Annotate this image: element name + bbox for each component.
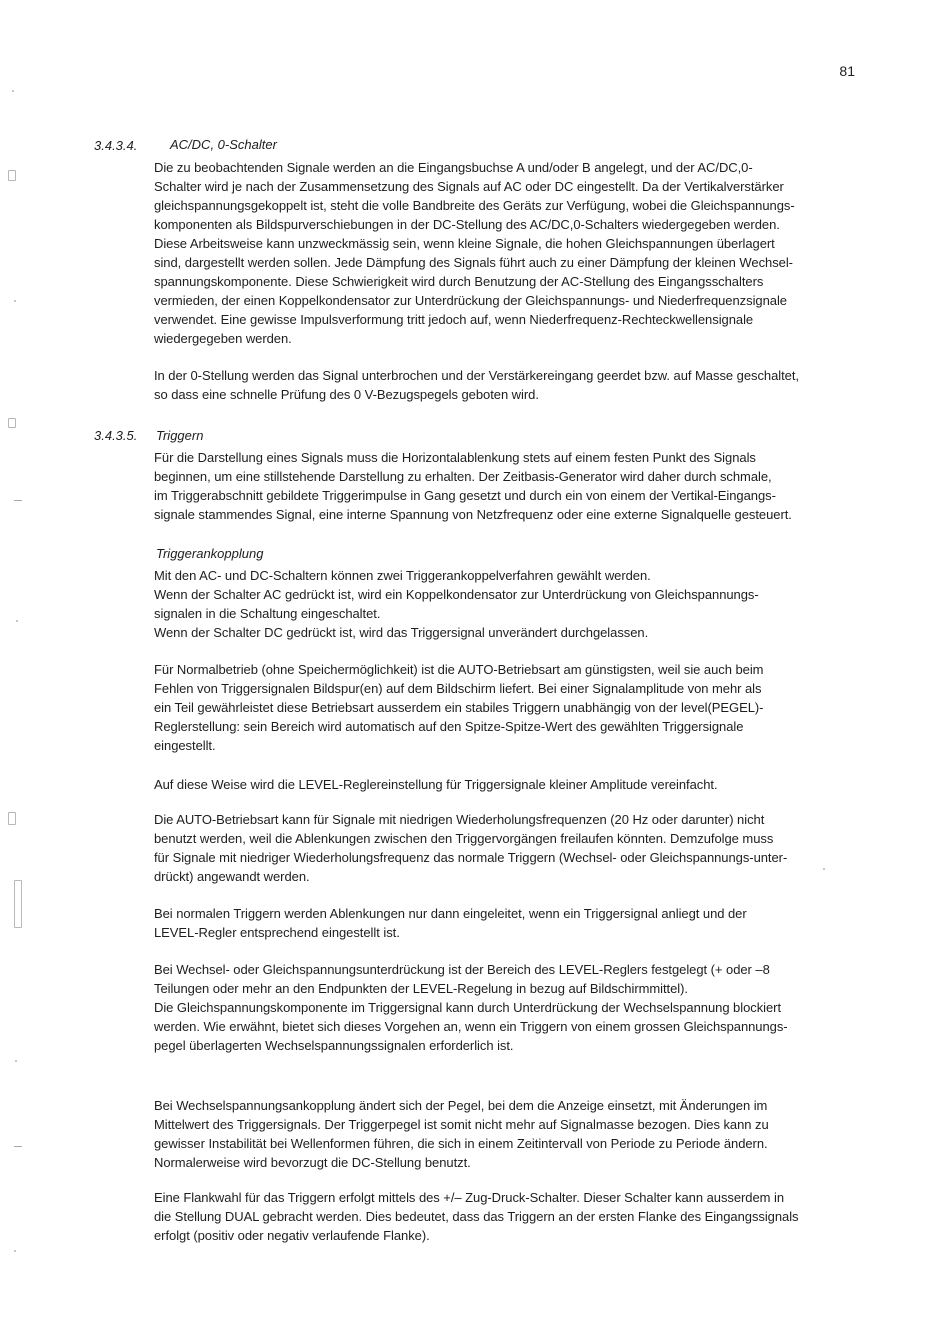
- paragraph: Bei normalen Triggern werden Ablenkungen nur dann eingeleitet, wenn ein Triggersignal anliegt und der LEVEL-Regler entsprechend eingestellt ist.: [154, 906, 747, 940]
- scan-artifact: [8, 170, 16, 181]
- subsection-title: Triggerankopplung: [156, 546, 264, 561]
- paragraph: Für die Darstellung eines Signals muss die Horizontalablenkung stets auf einem festen Punkt des Signals beginnen, um eine stillstehende Darstellung zu erhalten. Der Zeitbasis-Generator wird daher durch schmale, im Triggerabschnitt gebildete Triggerimpulse in Gang gesetzt und durch ein von einem der Vertikal-Eingangs- signale stammendes Signal, eine interne Spannung von Netzfrequenz oder eine externe Signalquelle gesteuert.: [154, 450, 792, 522]
- paragraph: Die AUTO-Betriebsart kann für Signale mit niedrigen Wiederholungsfrequenzen (20 Hz oder darunter) nicht benutzt werden, weil die Ablenkungen zwischen den Triggervorgängen freilaufen könnten. Demzufolge muss für Signale mit niedriger Wiederholungsfrequenz das normale Triggern (Wechsel- oder Gleichspannungs-unter- drückt) angewandt werden.: [154, 812, 788, 884]
- scan-artifact: [14, 300, 16, 302]
- scan-artifact: [14, 880, 22, 928]
- paragraph: Eine Flankwahl für das Triggern erfolgt mittels des +/– Zug-Druck-Schalter. Dieser Schalter kann ausserdem in die Stellung DUAL gebracht werden. Dies bedeutet, dass das Triggern an der ersten Flanke des Eingangssignals erfolgt (positiv oder negativ verlaufende Flanke).: [154, 1190, 799, 1243]
- scan-artifact: [16, 620, 18, 622]
- scan-artifact: [14, 500, 22, 501]
- scan-artifact: [14, 1250, 16, 1252]
- scan-artifact: [8, 812, 16, 825]
- scan-artifact: [823, 868, 825, 870]
- paragraph: In der 0-Stellung werden das Signal unterbrochen und der Verstärkereingang geerdet bzw. auf Masse geschaltet, so dass eine schnelle Prüfung des 0 V-Bezugspegels geboten wird.: [154, 368, 799, 402]
- section-title: Triggern: [156, 428, 204, 443]
- paragraph: Bei Wechsel- oder Gleichspannungsunterdrückung ist der Bereich des LEVEL-Reglers festgelegt (+ oder –8 Teilungen oder mehr an den Endpunkten der LEVEL-Regelung in bezug auf Bildschirmmittel). Die Gleichspannungskomponente im Triggersignal kann durch Unterdrückung der Wechselspannung blockiert werden. Wie erwähnt, bietet sich dieses Vorgehen an, wenn ein Triggern von einem grossen Gleichspannungs- pegel überlagerten Wechselspannungssignalen erforderlich ist.: [154, 962, 788, 1053]
- paragraph: Bei Wechselspannungsankopplung ändert sich der Pegel, bei dem die Anzeige einsetzt, mit Änderungen im Mittelwert des Triggersignals. Der Triggerpegel ist somit nicht mehr auf Signalmasse bezogen. Dies kann zu gewisser Instabilität bei Wellenformen führen, die sich in einem Zeitintervall von Periode zu Periode ändern. Normalerweise wird bevorzugt die DC-Stellung benutzt.: [154, 1098, 769, 1170]
- scan-artifact: [12, 90, 14, 92]
- scan-artifact: [8, 418, 16, 428]
- section-number: 3.4.3.5.: [94, 428, 138, 443]
- scan-artifact: [14, 1146, 22, 1147]
- paragraph: Die zu beobachtenden Signale werden an die Eingangsbuchse A und/oder B angelegt, und der AC/DC,0- Schalter wird je nach der Zusammensetzung des Signals auf AC oder DC eingestellt. Da der Vertikalverstärker gleichspannungsgekoppelt ist, steht die volle Bandbreite des Geräts zur Verfügung, wobei die Gleichspannungs- komponenten als Bildspurverschiebungen in der DC-Stellung des AC/DC,0-Schalters wiedergegeben werden. Diese Arbeitsweise kann unzweckmässig sein, wenn kleine Signale, die hohen Gleichspannungen überlagert sind, dargestellt werden sollen. Jede Dämpfung des Signals führt auch zu einer Dämpfung der kleinen Wechsel- spannungskomponente. Diese Schwierigkeit wird durch Benutzung der AC-Stellung des Eingangsschalters vermieden, der einen Koppelkondensator zur Unterdrückung der Gleichspannungs- und Niederfrequenzsignale verwendet. Eine gewisse Impulsverformung tritt jedoch auf, wenn Niederfrequenz-Rechteckwellensignale wiedergegeben werden.: [154, 160, 795, 346]
- section-title: AC/DC, 0-Schalter: [170, 137, 277, 152]
- scan-artifact: [15, 1060, 17, 1062]
- section-number: 3.4.3.4.: [94, 138, 138, 153]
- paragraph: Mit den AC- und DC-Schaltern können zwei Triggerankoppelverfahren gewählt werden. Wenn der Schalter AC gedrückt ist, wird ein Koppelkondensator zur Unterdrückung von Gleichspannungs- signalen in die Schaltung eingeschaltet. Wenn der Schalter DC gedrückt ist, wird das Triggersignal unverändert durchgelassen.: [154, 568, 759, 640]
- page-number: 81: [839, 63, 855, 79]
- paragraph: Auf diese Weise wird die LEVEL-Reglereinstellung für Triggersignale kleiner Amplitude vereinfacht.: [154, 777, 718, 792]
- paragraph: Für Normalbetrieb (ohne Speichermöglichkeit) ist die AUTO-Betriebsart am günstigsten, weil sie auch beim Fehlen von Triggersignalen Bildspur(en) auf dem Bildschirm liefert. Bei einer Signalamplitude von mehr als ein Teil gewährleistet diese Betriebsart ausserdem ein stabiles Triggern unabhängig von der level(PEGEL)- Reglerstellung: sein Bereich wird automatisch auf den Spitze-Spitze-Wert des gewählten Triggersignale eingestellt.: [154, 662, 764, 753]
